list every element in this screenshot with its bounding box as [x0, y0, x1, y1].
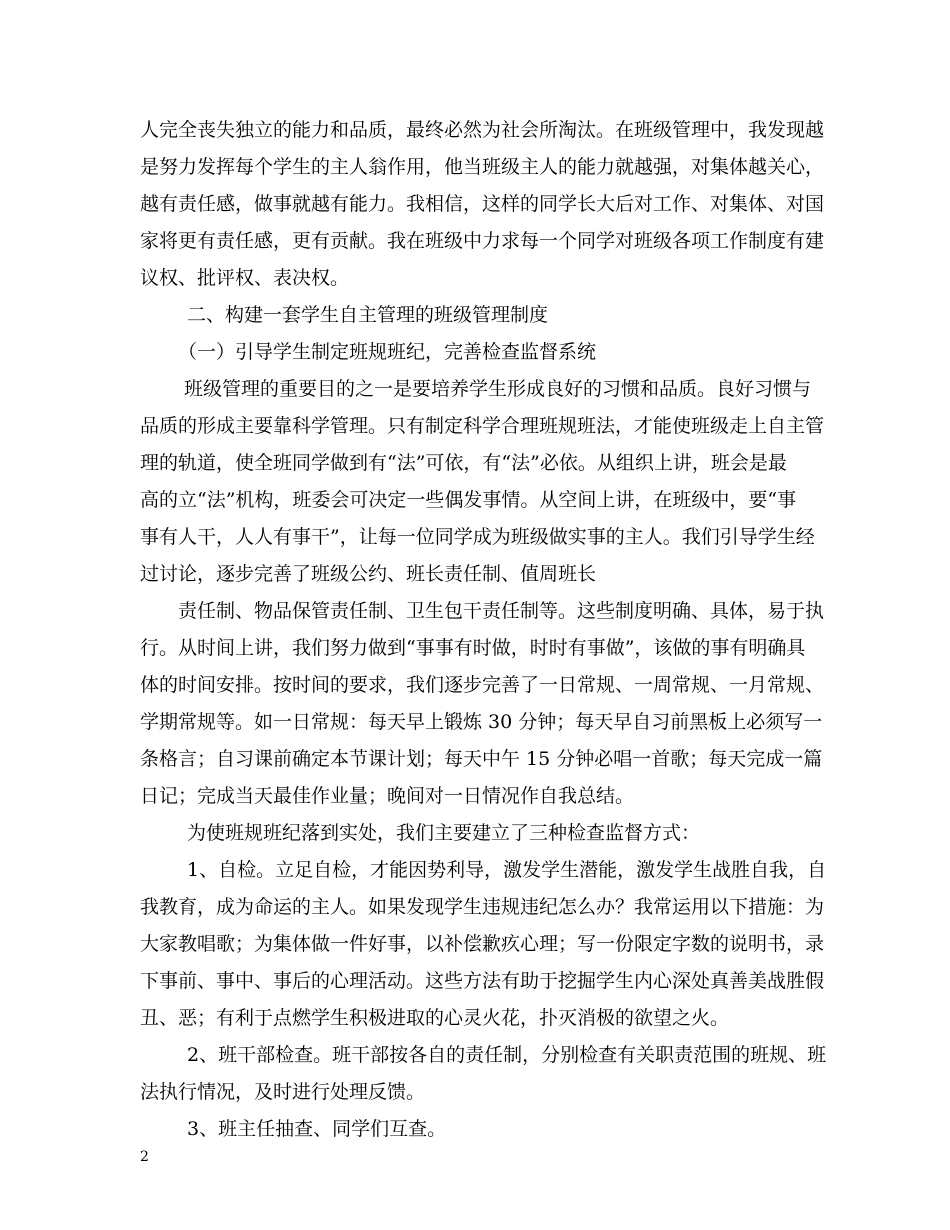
text-line: 我教育，成为命运的主人。如果发现学生违规违纪怎么办？我常运用以下措施：为	[140, 896, 825, 918]
text-line: 日记；完成当天最佳作业量；晚间对一日情况作自我总结。	[140, 785, 635, 807]
text-line: 下事前、事中、事后的心理活动。这些方法有助于挖掘学生内心深处真善美战胜假	[140, 970, 825, 992]
page-number: 2	[140, 1149, 149, 1165]
text-line: 行。从时间上讲，我们努力做到“事事有时做，时时有事做”，该做的事有明确具	[140, 637, 806, 659]
text-line: 1、自检。立足自检，才能因势利导，激发学生潜能，激发学生战胜自我，自	[187, 859, 827, 881]
text-line: 事有人干，人人有事干”，让每一位同学成为班级做实事的主人。我们引导学生经	[140, 526, 815, 548]
document-body	[140, 112, 840, 1148]
text-line: 大家教唱歌；为集体做一件好事，以补偿歉疚心理；写一份限定字数的说明书，录	[140, 933, 825, 955]
text-line: 过讨论，逐步完善了班级公约、班长责任制、值周班长	[140, 563, 597, 585]
text-line: 是努力发挥每个学生的主人翁作用，他当班级主人的能力就越强，对集体越关心，	[140, 156, 825, 178]
text-line: 体的时间安排。按时间的要求，我们逐步完善了一日常规、一周常规、一月常规、	[140, 674, 825, 696]
text-line: 人完全丧失独立的能力和品质，最终必然为社会所淘汰。在班级管理中，我发现越	[140, 119, 825, 141]
text-line: 3、班主任抽查、同学们互查。	[187, 1118, 447, 1140]
text-line: 为使班规班纪落到实处，我们主要建立了三种检查监督方式：	[187, 822, 701, 844]
text-line: 班级管理的重要目的之一是要培养学生形成良好的习惯和品质。良好习惯与	[184, 378, 812, 400]
text-line: 条格言；自习课前确定本节课计划；每天中午 15 分钟必唱一首歌；每天完成一篇	[140, 748, 823, 770]
text-line: 议权、批评权、表决权。	[140, 267, 350, 289]
text-line: （一）引导学生制定班规班纪，完善检查监督系统	[178, 341, 597, 363]
text-line: 越有责任感，做事就越有能力。我相信，这样的同学长大后对工作、对集体、对国	[140, 193, 825, 215]
text-line: 责任制、物品保管责任制、卫生包干责任制等。这些制度明确、具体，易于执	[178, 600, 825, 622]
text-line: 2、班干部检查。班干部按各自的责任制，分别检查有关职责范围的班规、班	[187, 1044, 827, 1066]
text-line: 理的轨道，使全班同学做到有“法”可依，有“法”必依。从组织上讲，班会是最	[140, 452, 787, 474]
text-line: 二、构建一套学生自主管理的班级管理制度	[187, 304, 549, 326]
text-line: 品质的形成主要靠科学管理。只有制定科学合理班规班法，才能使班级走上自主管	[140, 415, 825, 437]
text-line: 丑、恶；有利于点燃学生积极进取的心灵火花，扑灭消极的欲望之火。	[140, 1007, 730, 1029]
text-line: 学期常规等。如一日常规：每天早上锻炼 30 分钟；每天早自习前黑板上必须写一	[140, 711, 823, 733]
text-line: 高的立“法”机构，班委会可决定一些偶发事情。从空间上讲，在班级中，要“事	[140, 489, 797, 511]
text-line: 家将更有责任感，更有贡献。我在班级中力求每一个同学对班级各项工作制度有建	[140, 230, 825, 252]
text-line: 法执行情况，及时进行处理反馈。	[140, 1081, 426, 1103]
